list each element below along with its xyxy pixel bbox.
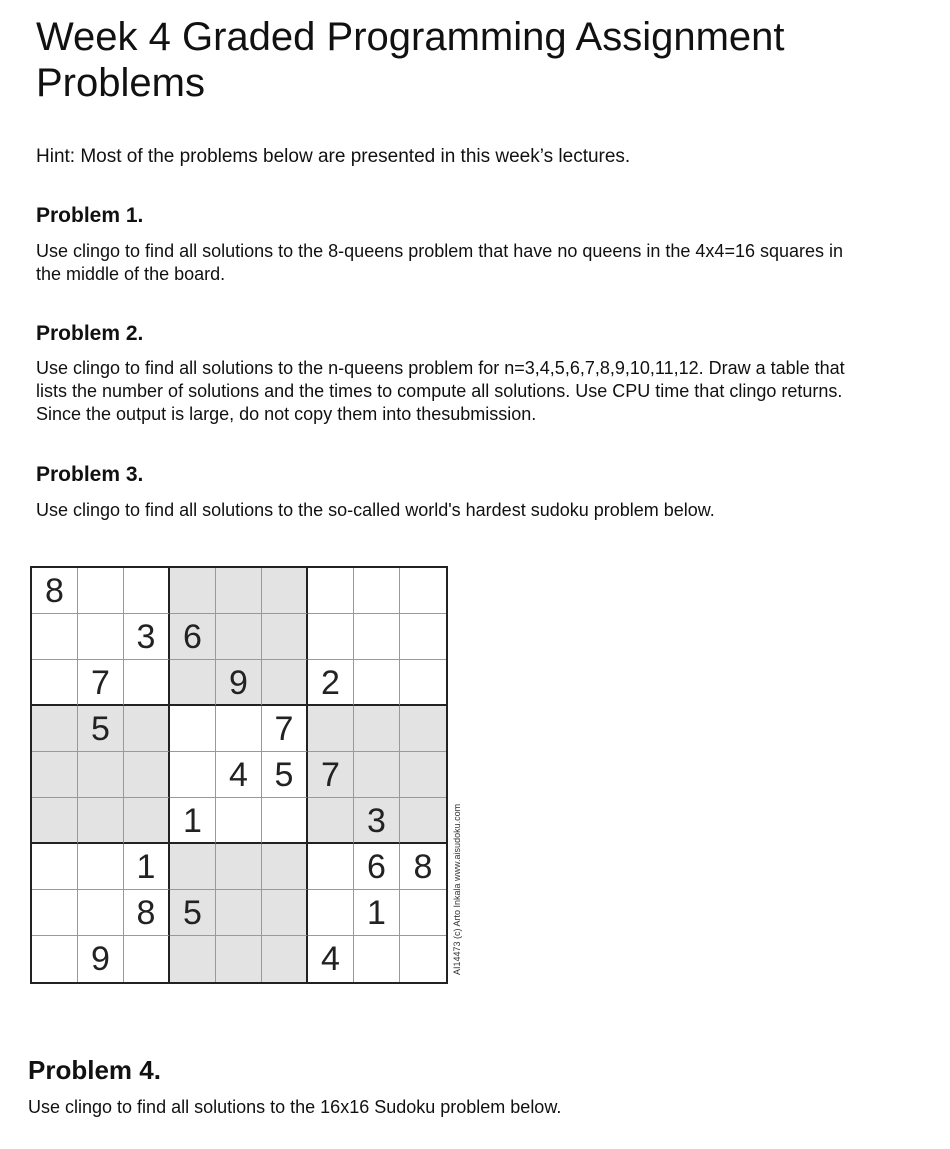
- sudoku-cell: [262, 614, 308, 660]
- sudoku-cell: [262, 936, 308, 982]
- sudoku-cell: [170, 844, 216, 890]
- sudoku-cell: [262, 798, 308, 844]
- sudoku-cell: [216, 890, 262, 936]
- sudoku-cell: 9: [78, 936, 124, 982]
- sudoku-cell: 8: [124, 890, 170, 936]
- sudoku-cell: [124, 752, 170, 798]
- sudoku-cell: [32, 844, 78, 890]
- sudoku-cell: 4: [308, 936, 354, 982]
- sudoku-cell: [78, 798, 124, 844]
- sudoku-cell: 7: [262, 706, 308, 752]
- sudoku-cell: [216, 568, 262, 614]
- sudoku-cell: 4: [216, 752, 262, 798]
- sudoku-cell: [78, 568, 124, 614]
- sudoku-credit: AI14473 (c) Arto Inkala www.aisudoku.com: [452, 803, 462, 975]
- sudoku-cell: [32, 936, 78, 982]
- sudoku-cell: 7: [308, 752, 354, 798]
- sudoku-cell: [262, 660, 308, 706]
- sudoku-cell: [32, 614, 78, 660]
- sudoku-cell: [308, 614, 354, 660]
- sudoku-cell: [32, 752, 78, 798]
- sudoku-cell: 6: [170, 614, 216, 660]
- sudoku-cell: [262, 844, 308, 890]
- sudoku-cell: [262, 890, 308, 936]
- sudoku-cell: 6: [354, 844, 400, 890]
- sudoku-cell: [354, 706, 400, 752]
- sudoku-cell: [216, 614, 262, 660]
- sudoku-cell: 8: [400, 844, 446, 890]
- problem-1-heading: Problem 1.: [36, 204, 144, 227]
- sudoku-grid: [30, 566, 448, 984]
- sudoku-cell: [308, 890, 354, 936]
- sudoku-cell: 1: [124, 844, 170, 890]
- sudoku-cell: [354, 752, 400, 798]
- sudoku-cell: 2: [308, 660, 354, 706]
- sudoku-cell: [354, 568, 400, 614]
- sudoku-cell: [400, 568, 446, 614]
- problem-3-text: Use clingo to find all solutions to the so-called world's hardest sudoku problem below.: [36, 500, 715, 520]
- sudoku-cell: [78, 614, 124, 660]
- sudoku-cell: 1: [170, 798, 216, 844]
- sudoku-cell: [308, 568, 354, 614]
- sudoku-cell: [124, 660, 170, 706]
- problem-1-text: Use clingo to find all solutions to the 8-queens problem that have no queens in the 4x4=16 squares in the middle of the board.: [36, 241, 844, 284]
- sudoku-cell: [400, 936, 446, 982]
- sudoku-cell: 8: [32, 568, 78, 614]
- sudoku-cell: [400, 890, 446, 936]
- sudoku-cell: [216, 798, 262, 844]
- sudoku-cell: [400, 752, 446, 798]
- sudoku-cell: [32, 660, 78, 706]
- problem-2-text: Use clingo to find all solutions to the n-queens problem for n=3,4,5,6,7,8,9,10,11,12. Draw a table that lists the number of solutions and the times to compute all solutions. Use CPU time that clingo returns. Since the output is large, do not copy them into thesubmission.: [36, 358, 845, 424]
- sudoku-cell: [400, 614, 446, 660]
- sudoku-cell: [124, 568, 170, 614]
- sudoku-cell: [216, 936, 262, 982]
- sudoku-cell: 3: [124, 614, 170, 660]
- sudoku-cell: [78, 844, 124, 890]
- sudoku-cell: [170, 752, 216, 798]
- sudoku-cell: [308, 706, 354, 752]
- problem-4-text: Use clingo to find all solutions to the 16x16 Sudoku problem below.: [28, 1097, 562, 1117]
- sudoku-cell: 9: [216, 660, 262, 706]
- problem-4-heading: Problem 4.: [28, 1055, 161, 1085]
- sudoku-cell: [308, 844, 354, 890]
- problem-3-heading: Problem 3.: [36, 463, 144, 486]
- sudoku-cell: [170, 568, 216, 614]
- sudoku-cell: [354, 936, 400, 982]
- sudoku-cell: [400, 798, 446, 844]
- sudoku-cell: [32, 798, 78, 844]
- sudoku-cell: [400, 660, 446, 706]
- sudoku-cell: 7: [78, 660, 124, 706]
- sudoku-cell: 1: [354, 890, 400, 936]
- sudoku-cell: [170, 660, 216, 706]
- sudoku-cell: 5: [78, 706, 124, 752]
- sudoku-cell: [308, 798, 354, 844]
- sudoku-cell: [170, 706, 216, 752]
- sudoku-cell: [32, 890, 78, 936]
- sudoku-cell: [78, 890, 124, 936]
- sudoku-cell: [216, 706, 262, 752]
- sudoku-cell: [170, 936, 216, 982]
- sudoku-cell: [354, 660, 400, 706]
- problem-2-heading: Problem 2.: [36, 322, 144, 345]
- sudoku-cell: [124, 706, 170, 752]
- sudoku-cell: [216, 844, 262, 890]
- sudoku-cell: 5: [262, 752, 308, 798]
- sudoku-cell: [354, 614, 400, 660]
- sudoku-cell: [400, 706, 446, 752]
- sudoku-cell: [262, 568, 308, 614]
- sudoku-cell: [124, 798, 170, 844]
- sudoku-cell: 3: [354, 798, 400, 844]
- sudoku-cell: 5: [170, 890, 216, 936]
- hint-text: Hint: Most of the problems below are presented in this week’s lectures.: [36, 146, 631, 167]
- sudoku-cell: [32, 706, 78, 752]
- sudoku-cell: [78, 752, 124, 798]
- page-title: Week 4 Graded Programming Assignment Problems: [36, 15, 785, 105]
- sudoku-cell: [124, 936, 170, 982]
